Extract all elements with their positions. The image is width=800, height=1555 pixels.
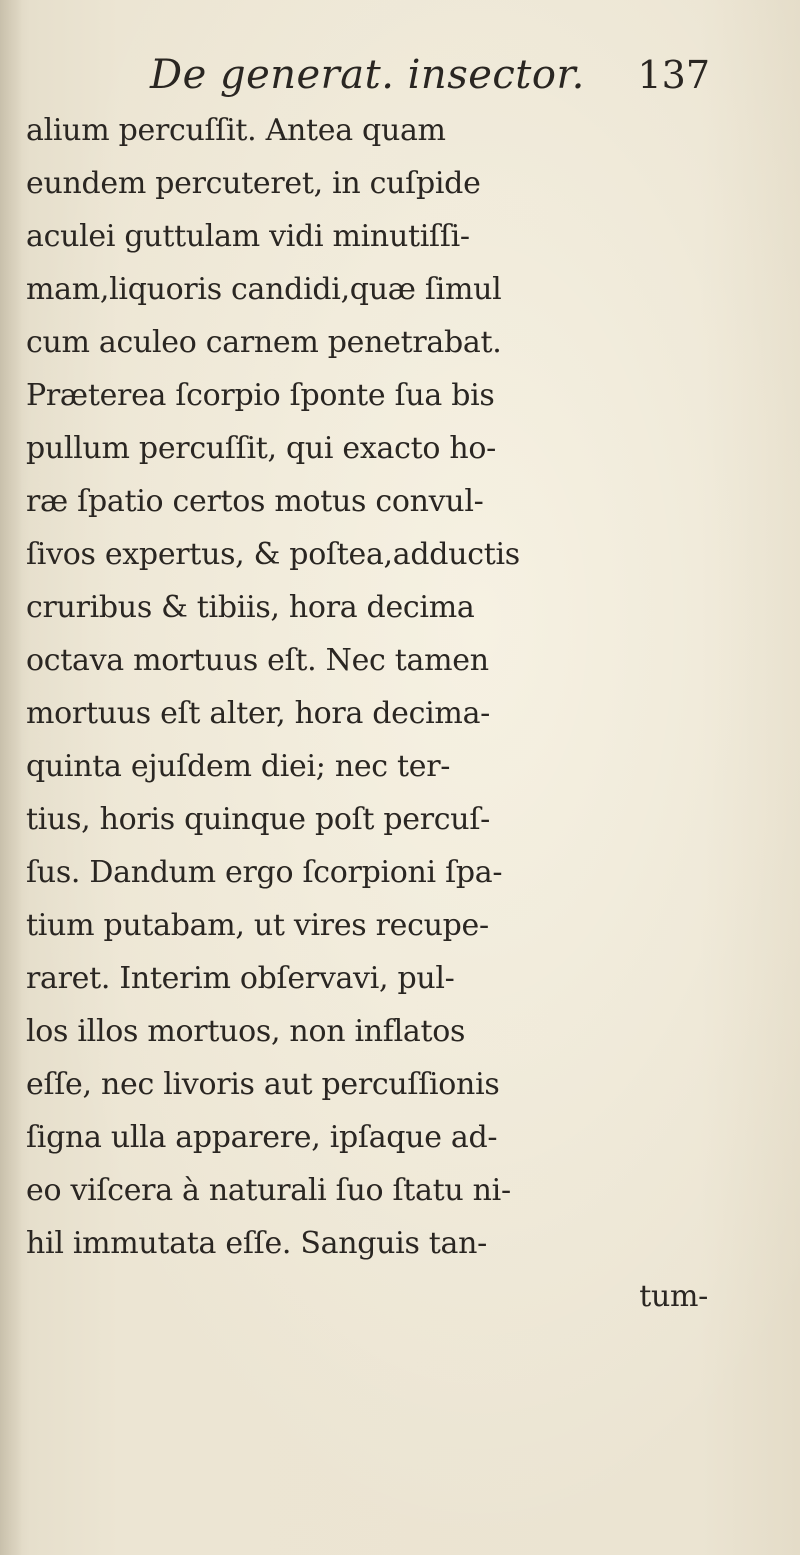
text-line: los illos mortuos, non inflatos	[26, 1014, 466, 1049]
catchword: tum-	[639, 1279, 708, 1314]
text-line: tium putabam, ut vires recupe-	[26, 908, 489, 943]
text-line: ſigna ulla apparere, ipſaque ad-	[26, 1120, 498, 1155]
text-line: eundem percuteret, in cuſpide	[26, 166, 481, 201]
text-line: octava mortuus eſt. Nec tamen	[26, 643, 489, 678]
text-line: aculei guttulam vidi minutiſſi-	[26, 219, 470, 254]
text-line: ræ ſpatio certos motus convul-	[26, 484, 484, 519]
text-line: ſus. Dandum ergo ſcorpioni ſpa-	[26, 855, 503, 890]
text-line: quinta ejuſdem diei; nec ter-	[26, 749, 451, 784]
text-line: mortuus eſt alter, hora decima-	[26, 696, 491, 731]
running-head	[150, 52, 710, 102]
text-line: cruribus & tibiis, hora decima	[26, 590, 475, 625]
text-line: cum aculeo carnem penetrabat.	[26, 325, 502, 360]
text-line: tius, horis quinque poſt percuſ-	[26, 802, 490, 837]
text-line: mam,liquoris candidi,quæ ſimul	[26, 272, 502, 307]
text-line: pullum percuſſit, qui exacto ho-	[26, 431, 496, 466]
page-number: 137	[637, 53, 710, 97]
text-line: ſivos expertus, & poſtea,adductis	[26, 537, 520, 572]
page-gutter	[0, 0, 22, 1555]
body-text	[26, 104, 786, 1323]
text-line: raret. Interim obſervavi, pul-	[26, 961, 455, 996]
text-line: Præterea ſcorpio ſponte ſua bis	[26, 378, 495, 413]
running-head-title: De generat. insector.	[150, 52, 585, 98]
text-line: eſſe, nec livoris aut percuſſionis	[26, 1067, 500, 1102]
text-line: hil immutata eſſe. Sanguis tan-	[26, 1226, 487, 1261]
text-line: alium percuſſit. Antea quam	[26, 113, 446, 148]
text-line: eo viſcera à naturali ſuo ſtatu ni-	[26, 1173, 511, 1208]
